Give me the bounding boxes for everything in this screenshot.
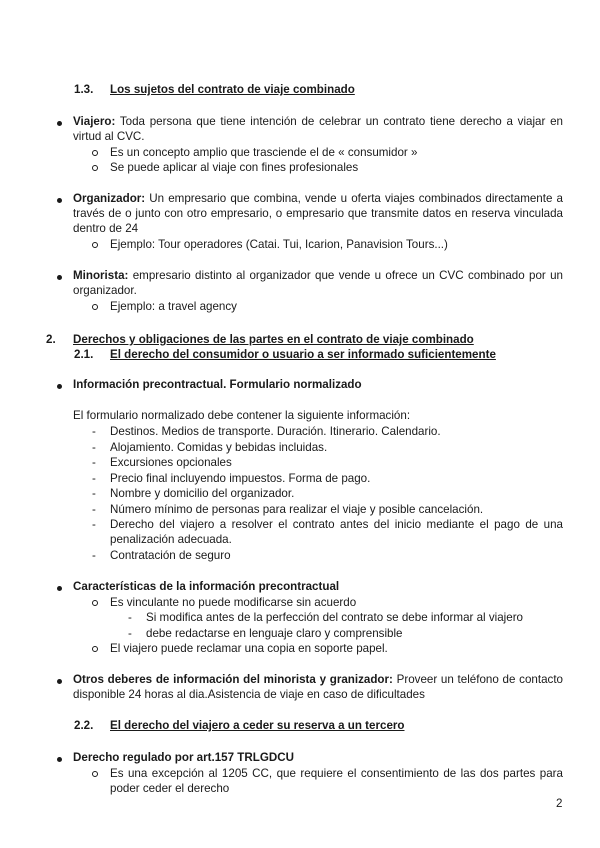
bullet-icon <box>57 198 62 203</box>
organizador-sub-item: Ejemplo: Tour operadores (Catai. Tui, Icarion, Panavision Tours...) <box>110 238 448 251</box>
caract-dash-item: debe redactarse en lenguaje claro y comprensible <box>146 627 403 640</box>
bullet-icon <box>57 679 62 684</box>
section-heading-2: 2. Derechos y obligaciones de las partes en el contrato de viaje combinado <box>46 333 474 346</box>
minorista-paragraph: Minorista: empresario distinto al organizador que vende u ofrece un CVC combinado por un organizador. <box>73 269 563 297</box>
section-heading-2-1: 2.1. El derecho del consumidor o usuario a ser informado suficientemente <box>74 348 496 361</box>
derecho-sub-item: Es una excepción al 1205 CC, que requiere el consentimiento de las dos partes para poder ceder el derecho <box>110 767 563 795</box>
dash-icon: - <box>92 456 96 469</box>
minorista-sub-item: Ejemplo: a travel agency <box>110 300 237 313</box>
info-intro: El formulario normalizado debe contener la siguiente información: <box>73 409 411 422</box>
bullet-icon <box>57 384 62 389</box>
circle-bullet-icon <box>92 600 98 606</box>
caract-sub-item: Es vinculante no puede modificarse sin acuerdo <box>110 596 357 609</box>
info-item: Destinos. Medios de transporte. Duración. Itinerario. Calendario. <box>110 425 441 438</box>
page-number: 2 <box>556 797 563 810</box>
dash-icon: - <box>92 472 96 485</box>
dash-icon: - <box>92 441 96 454</box>
dash-icon: - <box>128 627 132 640</box>
dash-icon: - <box>92 518 96 531</box>
caract-sub-item: El viajero puede reclamar una copia en soporte papel. <box>110 642 388 655</box>
section-heading-1-3: 1.3. Los sujetos del contrato de viaje combinado <box>74 83 355 96</box>
info-item: Precio final incluyendo impuestos. Forma de pago. <box>110 472 371 485</box>
info-item: Derecho del viajero a resolver el contrato antes del inicio mediante el pago de una penalización adecuada. <box>110 518 563 546</box>
organizador-paragraph: Organizador: Un empresario que combina, vende u oferta viajes combinados directamente a través de o junto con otro empresario, o empresario que transmite datos en reserva vinculada dentro de 24 <box>73 192 563 235</box>
section-heading-2-2: 2.2. El derecho del viajero a ceder su reserva a un tercero <box>74 719 405 732</box>
info-item: Nombre y domicilio del organizador. <box>110 487 295 500</box>
bullet-icon <box>57 757 62 762</box>
circle-bullet-icon <box>92 646 98 652</box>
circle-bullet-icon <box>92 242 98 248</box>
circle-bullet-icon <box>92 771 98 777</box>
otros-paragraph: Otros deberes de información del minorista y granizador: Proveer un teléfono de contacto disponible 24 horas al dia.Asistencia de viaje en caso de dificultades <box>73 673 563 701</box>
derecho-heading: Derecho regulado por art.157 TRLGDCU <box>73 751 294 764</box>
circle-bullet-icon <box>92 165 98 171</box>
dash-icon: - <box>128 611 132 624</box>
bullet-icon <box>57 586 62 591</box>
info-item: Número mínimo de personas para realizar el viaje y posible cancelación. <box>110 503 484 516</box>
info-heading: Información precontractual. Formulario normalizado <box>73 378 362 391</box>
dash-icon: - <box>92 487 96 500</box>
info-item: Excursiones opcionales <box>110 456 232 469</box>
viajero-sub-item: Se puede aplicar al viaje con fines profesionales <box>110 161 359 174</box>
bullet-icon <box>57 275 62 280</box>
info-item: Contratación de seguro <box>110 549 231 562</box>
info-item: Alojamiento. Comidas y bebidas incluidas. <box>110 441 328 454</box>
dash-icon: - <box>92 549 96 562</box>
caract-dash-item: Si modifica antes de la perfección del contrato se debe informar al viajero <box>146 611 524 624</box>
viajero-paragraph: Viajero: Toda persona que tiene intención de celebrar un contrato tiene derecho a viajar en virtud al CVC. <box>73 115 563 143</box>
bullet-icon <box>57 121 62 126</box>
caract-heading: Características de la información precontractual <box>73 580 340 593</box>
dash-icon: - <box>92 425 96 438</box>
viajero-sub-item: Es un concepto amplio que trasciende el de « consumidor » <box>110 146 418 159</box>
circle-bullet-icon <box>92 150 98 156</box>
dash-icon: - <box>92 503 96 516</box>
circle-bullet-icon <box>92 304 98 310</box>
